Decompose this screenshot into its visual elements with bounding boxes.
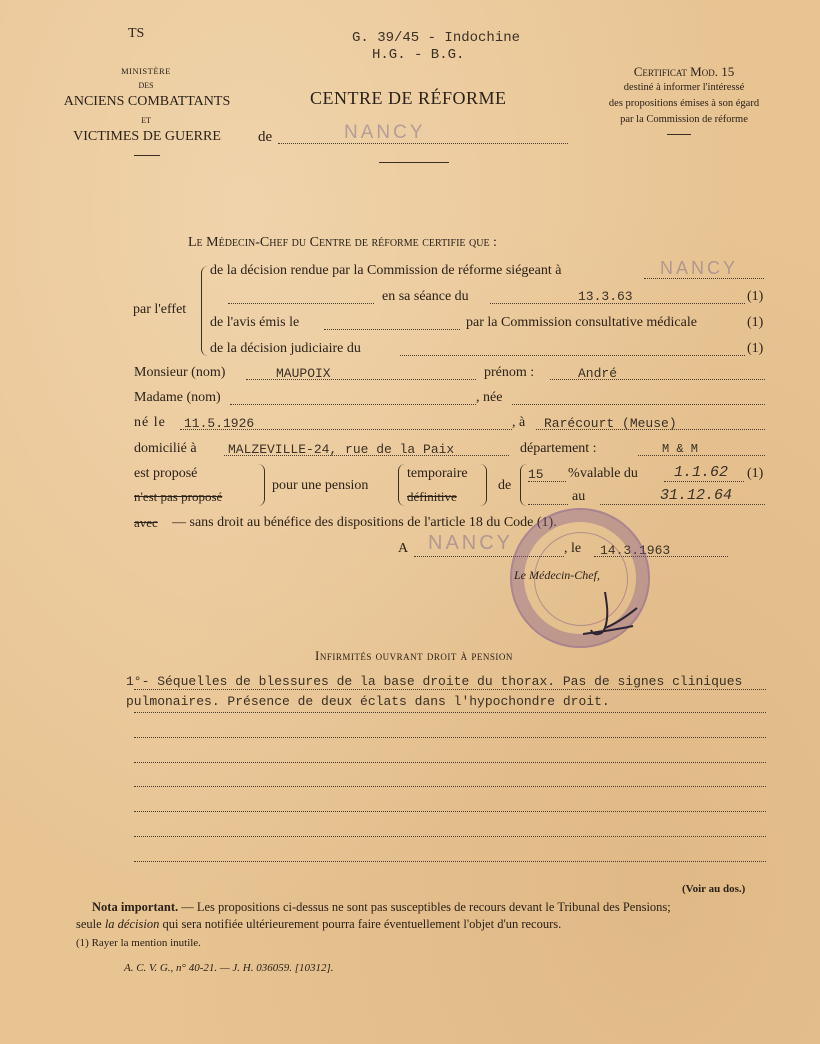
avis-dots xyxy=(324,329,460,330)
centre-title: CENTRE DE RÉFORME xyxy=(310,88,507,108)
commission-consultative-label: par la Commission consultative médicale xyxy=(466,315,697,330)
par-effet-brace xyxy=(201,266,208,356)
certificate-desc-2: des propositions émises à son égard xyxy=(608,98,760,109)
rate-brace xyxy=(520,464,527,506)
place-stamp: NANCY xyxy=(428,532,514,554)
pour-une-pension-label: pour une pension xyxy=(272,478,369,493)
prenom-label: prénom : xyxy=(484,365,535,380)
pension-type-brace-right xyxy=(480,464,487,506)
note-ref-3: (1) xyxy=(747,341,764,356)
reference-line-1: G. 39/45 - Indochine xyxy=(352,30,521,46)
certificate-model: Certificat Mod. 15 xyxy=(633,64,735,79)
propose-brace xyxy=(258,464,265,506)
note-ref-2: (1) xyxy=(747,315,764,330)
valid-from-dots xyxy=(664,481,744,482)
ministry-line-5: VICTIMES DE GUERRE xyxy=(73,129,221,144)
infirmity-dots-2 xyxy=(134,712,766,713)
definitive-struck: définitive xyxy=(407,489,457,504)
birth-a-label: , à xyxy=(512,415,526,430)
nota-l2b: la décision xyxy=(104,917,160,931)
department-label: département : xyxy=(520,441,597,456)
acvg-ref: A. C. V. G., n° 40-21. — J. H. 036059. [10312]. xyxy=(124,962,334,974)
par-effet-label: par l'effet xyxy=(133,302,187,317)
domicile-label: domicilié à xyxy=(134,441,197,456)
certification-intro: Le Médecin-Chef du Centre de réforme certifie que : xyxy=(188,235,497,250)
valid-to-dots xyxy=(600,504,765,505)
ministry-line-2: DES xyxy=(138,81,154,90)
monsieur-label: Monsieur (nom) xyxy=(134,365,226,380)
avec-struck: avec xyxy=(134,515,158,530)
seance-leading-dots xyxy=(228,303,374,304)
ministry-divider xyxy=(134,155,160,156)
sans-droit-text: — sans droit au bénéfice des dispositions de l'article 18 du Code (1). xyxy=(172,515,557,530)
temporaire-label: temporaire xyxy=(407,466,468,481)
certificate-desc-3: par la Commission de réforme xyxy=(620,114,748,125)
madame-dots xyxy=(230,404,476,405)
valid-to-value: 31.12.64 xyxy=(660,487,733,504)
nota-l2a: seule xyxy=(76,917,105,931)
est-propose-label: est proposé xyxy=(134,466,198,481)
infirmity-dots-1 xyxy=(134,689,766,690)
infirmity-dots-4 xyxy=(134,762,766,763)
birth-date-value: 11.5.1926 xyxy=(184,416,255,431)
nota-l2c: qui sera notifiée ultérieurement pourra faire éventuellement l'objet d'un recours. xyxy=(159,917,562,931)
address-value: MALZEVILLE-24, rue de la Paix xyxy=(228,442,455,457)
surname-value: MAUPOIX xyxy=(276,366,331,381)
judiciaire-dots xyxy=(400,355,745,356)
date-value: 14.3.1963 xyxy=(600,543,671,558)
centre-de-label: de xyxy=(258,129,273,145)
ts-mark: TS xyxy=(128,26,145,41)
nota-text: — Les propositions ci-dessus ne sont pas susceptibles de recours devant le Tribunal des Pensions; xyxy=(178,900,671,914)
ministry-line-3: ANCIENS COMBATTANTS xyxy=(63,94,231,109)
infirmity-dots-6 xyxy=(134,811,766,812)
certificate-divider xyxy=(667,134,691,135)
decision-judiciaire-label: de la décision judiciaire du xyxy=(210,341,361,356)
centre-city-stamp: NANCY xyxy=(344,122,426,143)
infirmity-dots-7 xyxy=(134,836,766,837)
nota-line-2 xyxy=(76,917,561,932)
ministry-line-4: ET xyxy=(141,116,151,125)
birth-place-value: Rarécourt (Meuse) xyxy=(544,416,677,431)
department-dots xyxy=(638,455,765,456)
nota-bold-label: Nota important. xyxy=(92,900,179,914)
signature-mark xyxy=(575,590,645,640)
note-ref-4: (1) xyxy=(747,466,764,481)
percent-value: 15 xyxy=(528,467,544,482)
infirmity-dots-8 xyxy=(134,861,766,862)
percent-dots xyxy=(528,481,566,482)
rayer-note: (1) Rayer la mention inutile. xyxy=(76,937,201,949)
ministry-line-1: MINISTÈRE xyxy=(121,66,171,76)
pension-type-brace-left xyxy=(398,464,405,506)
note-ref-1: (1) xyxy=(747,289,764,304)
place-a-label: A xyxy=(398,541,409,556)
ne-le-label: né le xyxy=(134,415,166,430)
seance-date: 13.3.63 xyxy=(578,289,633,304)
infirmity-dots-3 xyxy=(134,737,766,738)
nota-line-1 xyxy=(92,900,671,915)
centre-divider xyxy=(379,162,449,163)
nee-dots xyxy=(512,404,765,405)
certificate-desc-1: destiné à informer l'intéressé xyxy=(623,82,745,93)
signatory-label: Le Médecin-Chef, xyxy=(514,568,600,582)
nee-label: , née xyxy=(476,390,503,405)
au-label: au xyxy=(572,489,586,504)
decision-commission-text: de la décision rendue par la Commission de réforme siégeant à xyxy=(210,263,562,278)
infirmity-line-2: pulmonaires. Présence de deux éclats dans l'hypochondre droit. xyxy=(126,694,610,709)
voir-au-dos: (Voir au dos.) xyxy=(682,883,746,895)
valable-du-label: valable du xyxy=(580,466,638,481)
de-label: de xyxy=(498,478,512,493)
avis-emis-label: de l'avis émis le xyxy=(210,315,300,330)
madame-label: Madame (nom) xyxy=(134,390,221,405)
firstname-value: André xyxy=(578,366,618,381)
infirmities-title: Infirmités ouvrant droit à pension xyxy=(315,648,513,663)
percent-sign: % xyxy=(568,466,580,481)
infirmity-line-1: 1°- Séquelles de blessures de la base droite du thorax. Pas de signes cliniques xyxy=(126,674,743,689)
seance-label: en sa séance du xyxy=(382,289,469,304)
nest-pas-propose-struck: n'est pas proposé xyxy=(134,489,223,504)
date-le-label: , le xyxy=(564,541,582,556)
commission-city-stamp: NANCY xyxy=(660,258,739,278)
valid-from-value: 1.1.62 xyxy=(674,464,729,481)
reference-line-2: H.G. - B.G. xyxy=(372,47,465,63)
infirmity-dots-5 xyxy=(134,786,766,787)
au-leading-dots xyxy=(528,504,568,505)
department-value: M & M xyxy=(662,442,699,456)
